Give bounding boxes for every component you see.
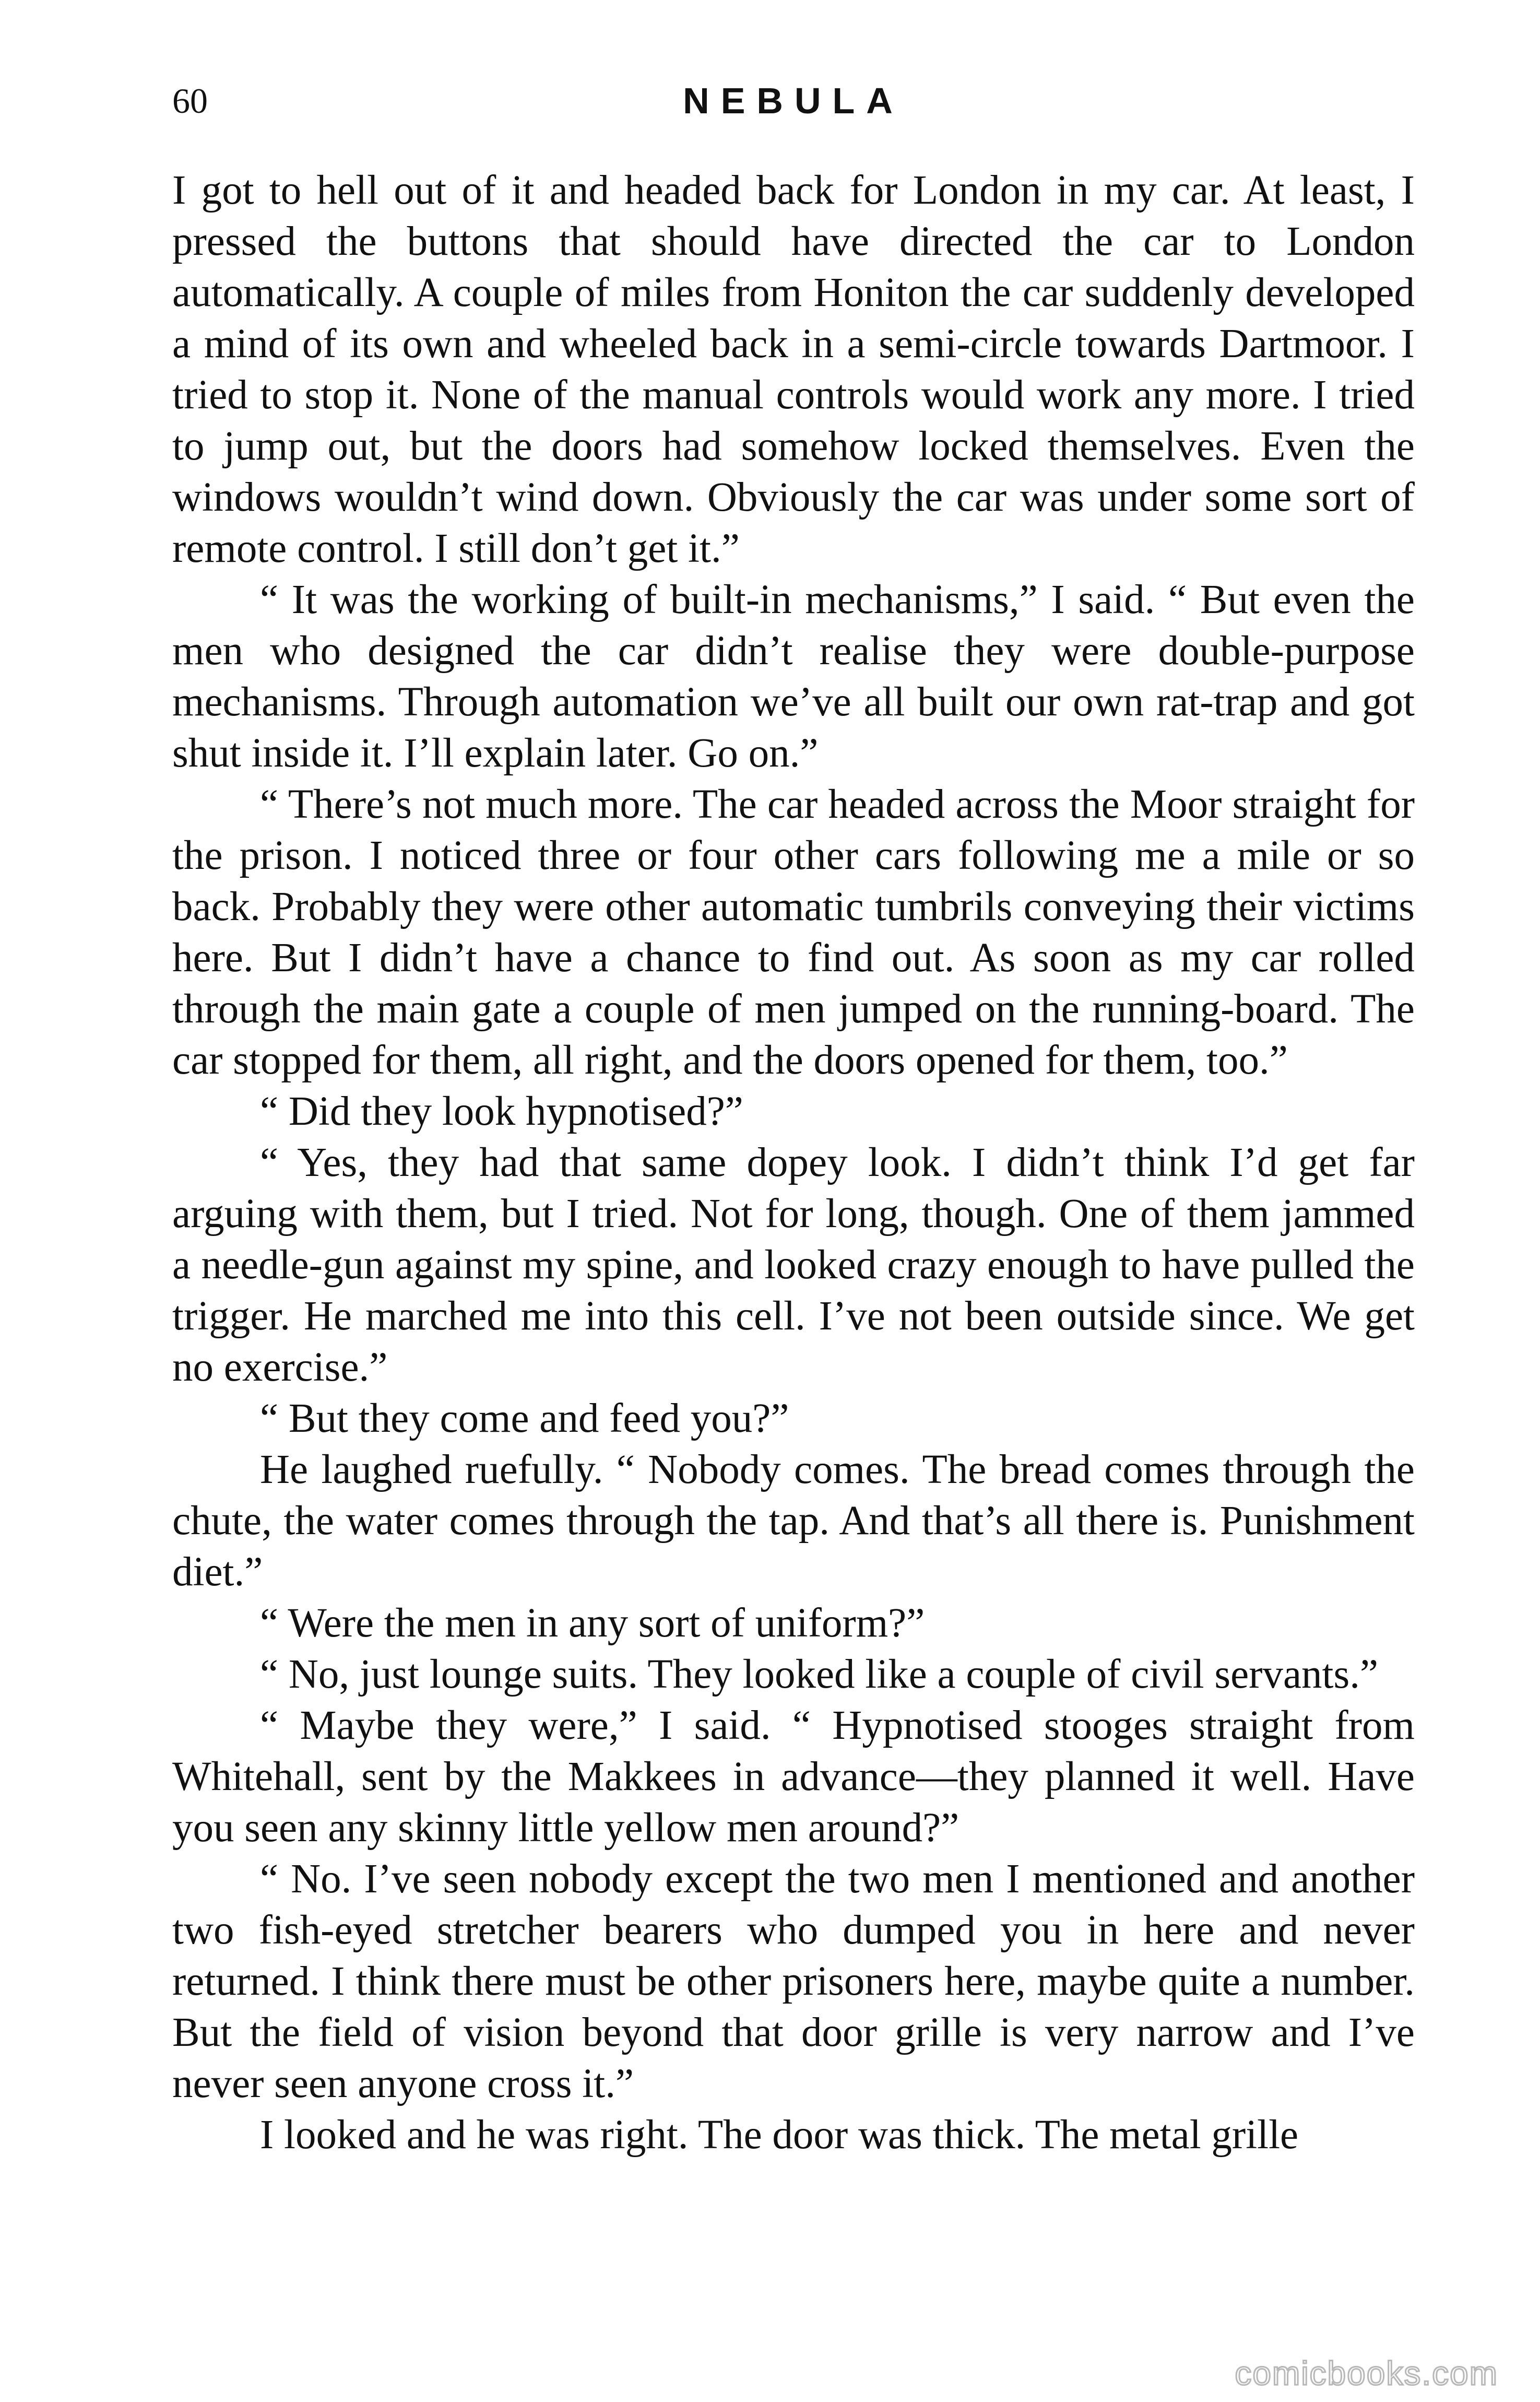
paragraph: “ No, just lounge suits. They looked like a couple of civil servants.” <box>260 1652 1379 1697</box>
paragraph: I got to hell out of it and headed back for London in my car. At least, I pressed the buttons that should have directed the car to London automatically. A couple of miles from Honiton the car suddenly developed a mind of its own and wheeled back in a semi-circle towards Dartmoor. I tried to stop it. None of the manual controls would work any more. I tried to jump out, but the doors had somehow locked themselves. Even the windows wouldn’t wind down. Obviously the car was under some sort of remote control. I still don’t get it.” <box>172 168 1415 571</box>
paragraph: “ But they come and feed you?” <box>260 1396 789 1441</box>
paragraph: “ Yes, they had that same dopey look. I didn’t think I’d get far arguing with them, but I tried. Not for long, though. One of them jammed a needle-gun against my spine, and looked crazy enough to have pulled the trigger. He marched me into this cell. I’ve not been outside since. We get no exercise.” <box>172 1140 1415 1390</box>
watermark: comicbooks.com <box>1235 2354 1498 2392</box>
paragraph: “ Were the men in any sort of uniform?” <box>260 1600 925 1646</box>
paragraph: “ No. I’ve seen nobody except the two men I mentioned and another two fish-eyed stretcher bearers who dumped you in here and never returned. I think there must be other prisoners here, maybe quite a number. But the field of vision beyond that door grille is very narrow and I’ve never seen anyone cross it.” <box>172 1856 1415 2106</box>
page-header <box>172 72 1415 129</box>
paragraph: He laughed ruefully. “ Nobody comes. The bread comes through the chute, the water comes through the tap. And that’s all there is. Punishment diet.” <box>172 1447 1415 1595</box>
paragraph: “ Did they look hypnotised?” <box>260 1089 743 1134</box>
paragraph: “ It was the working of built-in mechanisms,” I said. “ But even the men who designed the car didn’t realise they were double-purpose mechanisms. Through automation we’ve all built our own rat-trap and got shut inside it. I’ll explain later. Go on.” <box>172 577 1415 776</box>
page-number: 60 <box>172 81 208 121</box>
running-title: NEBULA <box>683 80 904 121</box>
paragraph: I looked and he was right. The door was thick. The metal grille <box>260 2112 1299 2158</box>
paragraph: “ Maybe they were,” I said. “ Hypnotised stooges straight from Whitehall, sent by the Makkees in advance—they planned it well. Have you seen any skinny little yellow men around?” <box>172 1703 1415 1851</box>
text-body <box>172 165 1415 2161</box>
paragraph: “ There’s not much more. The car headed across the Moor straight for the prison. I noticed three or four other cars following me a mile or so back. Probably they were other automatic tumbrils conveying their victims here. But I didn’t have a chance to find out. As soon as my car rolled through the main gate a couple of men jumped on the running-board. The car stopped for them, all right, and the doors opened for them, too.” <box>172 782 1415 1083</box>
